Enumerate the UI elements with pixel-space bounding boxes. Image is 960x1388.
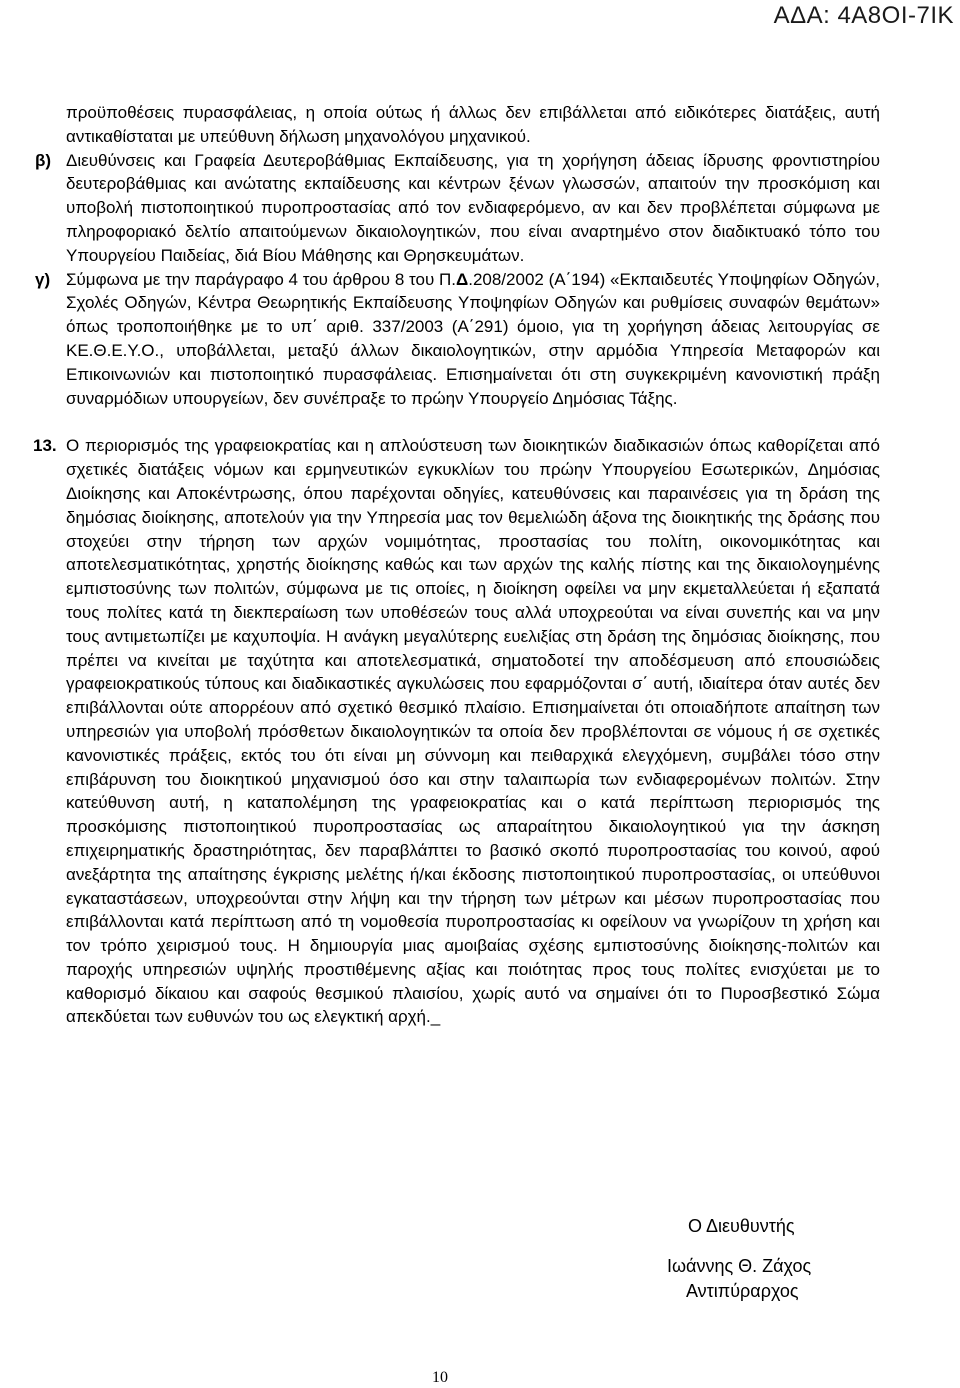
signature-name: Ιωάννης Θ. Ζάχος [667, 1256, 812, 1276]
ada-code: ΑΔΑ: 4Α8ΟΙ-7ΙΚ [773, 2, 954, 29]
signature-role: Ο Διευθυντής [688, 1216, 795, 1236]
page-number [0, 1369, 960, 1387]
document-body [33, 101, 880, 1029]
section-13-text: Ο περιορισμός της γραφειοκρατίας και η απλούστευση των διοικητικών διαδικασιών όπως καθορίζεται από σχετικές διατάξεις νόμων και ερμηνευτικών εγκυκλίων του πρώην Υπουργείου Εσωτερικών, Δημόσιας Διοίκησης και Αποκέντρωσης, όπου παρέχονται οδηγίες, κατευθύνσεις και παραινέσεις για τη δράση της δημόσιας διοίκησης, αποτελούν για την Υπηρεσία μας τον θεμελιώδη άξονα της διοικητικής της δράσης που στοχεύει στην τήρηση των αρχών νομιμότητας, προστασίας του πολίτη, οικονομικότητας και αποτελεσματικότητας, χρηστής διοίκησης καθώς και των αρχών της καλής πίστης και της δικαιολογημένης εμπιστοσύνης των πολιτών, σύμφωνα με τις οποίες, η διοίκηση οφείλει να μην εκμεταλλεύεται ή εξαπατά τους πολίτες κατά τη διεκπεραίωση των υποθέσεών τους αλλά υποχρεούται να είναι συνεπής και να μην τους αντιμετωπίζει με καχυποψία. Η ανάγκη μεγαλύτερης ευελιξίας στη δράση της δημόσιας διοίκησης, που πρέπει να κινείται με ταχύτητα και αποτελεσματικά, σηματοδοτεί την αποδέσμευση από επουσιώδεις γραφειοκρατικούς τύπους και διαδικαστικές αγκυλώσεις που εφαρμόζονται σ΄ αυτή, ιδιαίτερα όταν αυτές δεν επιβάλλονται ούτε απορρέουν από σχετικό θεσμικό πλαίσιο. Επισημαίνεται ότι οποιαδήποτε απαίτηση των υπηρεσιών για υποβολή πρόσθετων δικαιολογητικών τα οποία δεν προβλέπονται σε νόμους ή σε σχετικές κανονιστικές πράξεις, εκτός του ότι είναι μη σύννομη και πειθαρχικά ελεγχόμενη, συμβάλει τόσο στην επιβάρυνση του διοικητικού μηχανισμού όσο και στην ταλαιπωρία των ενδιαφερομένων πολιτών. Στην κατεύθυνση αυτή, η καταπολέμηση της γραφειοκρατίας και ο κατά περίπτωση περιορισμός της προσκόμισης πιστοποιητικού πυροπροστασίας ως απαραίτητου δικαιολογητικού για την άσκηση επιχειρηματικής δραστηριότητας, δεν παραβλάπτει το βασικό σκοπό πυροπροστασίας του κοινού, αφού ανεξάρτητα της απαίτησης έγκρισης μελέτης ή/και έκδοσης πιστοποιητικού πυροπροστασίας, οι υπεύθυνοι εγκαταστάσεων, υποχρεούνται στην λήψη και την τήρηση των μέτρων και μέσων πυροπροστασίας που επιβάλλονται κατά περίπτωση από τη νομοθεσία πυροπροστασίας κι οφείλουν να γνωρίζουν τη χρήση και τον τρόπο χειρισμού τους. Η δημιουργία μιας αμοιβαίας σχέσης εμπιστοσύνης διοίκησης-πολιτών και παροχής υπηρεσιών υψηλής προστιθέμενης αξίας και ποιότητας προς τους πολίτες ενισχύεται με το καθορισμό δίκαιου και σαφούς θεσμικού πλαισίου, χωρίς αυτό να σημαίνει ότι το Πυροσβεστικό Σώμα απεκδύεται των ευθυνών του ως ελεγκτική αρχή._ [66, 436, 880, 1027]
intro-paragraph: προϋποθέσεις πυρασφάλειας, η οποία ούτως ή άλλως δεν επιβάλλεται από ειδικότερες διατάξεις, αυτή αντικαθίσταται με υπεύθυνη δήλωση μηχανολόγου μηχανικού. [66, 103, 880, 146]
item-c-text-rest: .208/2002 (Α΄194) «Εκπαιδευτές Υποψηφίων Οδηγών, Σχολές Οδηγών, Κέντρα Θεωρητικής Εκπαίδευσης Υποψηφίων Οδηγών και ρυθμίσεις συναφών θεμάτων» όπως τροποποιήθηκε με το υπ΄ αριθ. 337/2003 (Α΄291) όμοιο, για τη χορήγηση άδειας λειτουργίας σε ΚΕ.Θ.Ε.Υ.Ο., υποβάλλεται, μεταξύ άλλων δικαιολογητικών, στην αρμόδια Υπηρεσία Μεταφορών και Επικοινωνιών και πιστοποιητικό πυρασφάλειας. Επισημαίνεται ότι στη συγκεκριμένη κανονιστική πράξη συναρμόδιων υπουργείων, δεν συνέπραξε το πρώην Υπουργείο Δημόσιας Τάξης. [66, 269, 880, 408]
item-c [35, 268, 880, 411]
item-c-text-bold: Δ [456, 269, 469, 289]
item-b-marker: β) [35, 150, 52, 170]
item-c-marker: γ) [35, 269, 51, 289]
section-13 [33, 434, 880, 1029]
item-b [35, 149, 880, 268]
section-13-number: 13. [33, 436, 57, 456]
item-c-text-lead: Σύμφωνα με την παράγραφο 4 του άρθρου 8 του Π. [66, 269, 456, 289]
item-b-text: Διευθύνσεις και Γραφεία Δευτεροβάθμιας Εκπαίδευσης, για τη χορήγηση άδειας ίδρυσης φροντιστηρίου δευτεροβάθμιας και ανώτατης εκπαίδευσης και κέντρων ξένων γλωσσών, απαιτούν την προσκόμιση και υποβολή πιστοποιητικού πυροπροστασίας από τον ενδιαφερόμενο, αν και δεν προβλέπεται σύμφωνα με πληροφοριακό δελτίο απαιτούμενων δικαιολογητικών, που είναι αναρτημένο στον διαδικτυακό τόπο του Υπουργείου Παιδείας, διά Βίου Μάθησης και Θρησκευμάτων. [66, 150, 880, 265]
signature-rank: Αντιπύραρχος [686, 1281, 799, 1301]
page-number-text: 10 [432, 1369, 448, 1386]
